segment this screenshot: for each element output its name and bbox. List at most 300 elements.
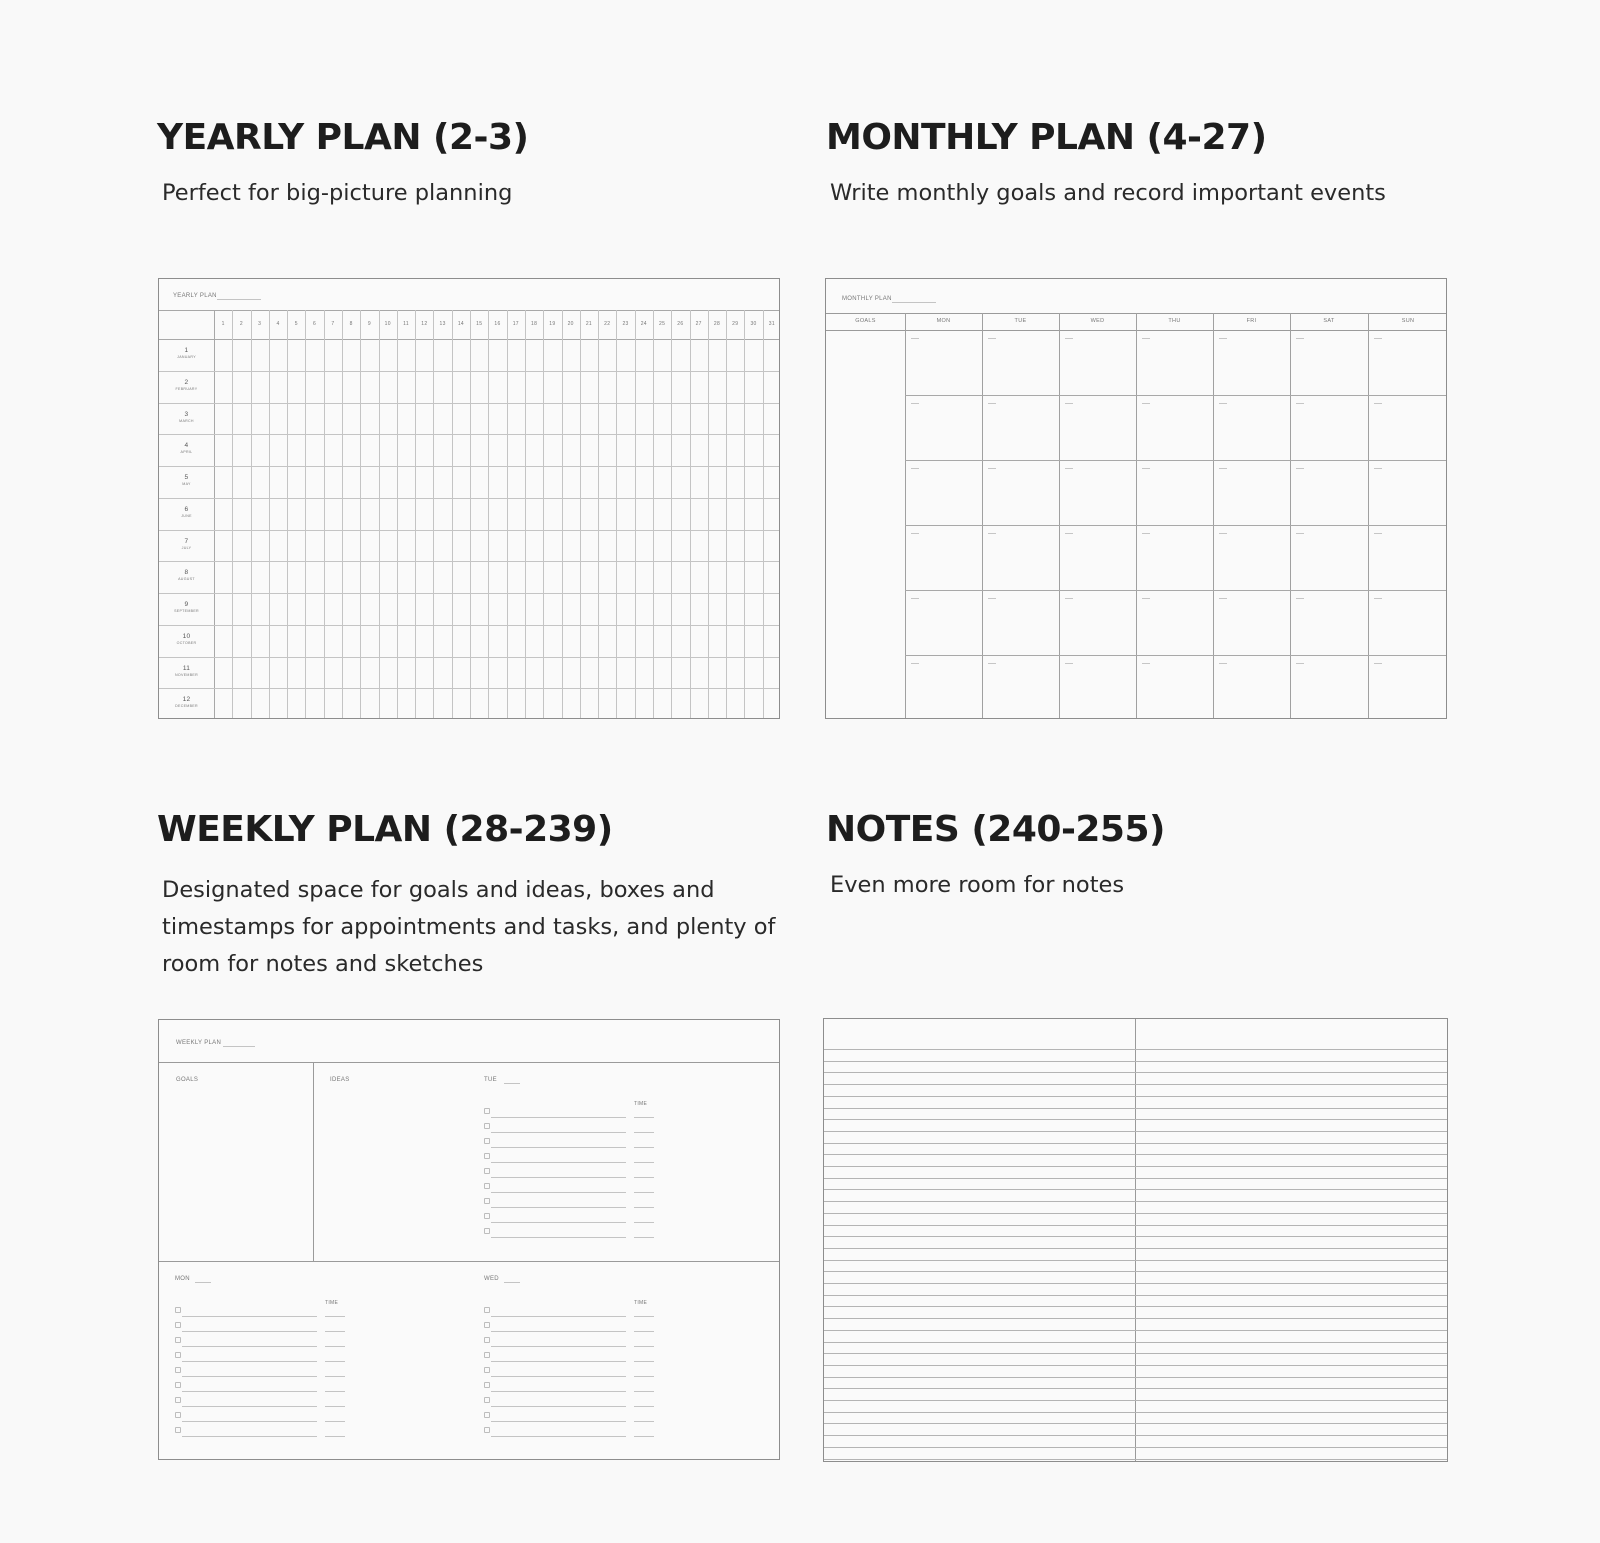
monthly-header-fill-line bbox=[892, 302, 936, 303]
weekly-time-label: TIME bbox=[325, 1300, 339, 1306]
monthly-date-placeholder bbox=[911, 598, 919, 599]
yearly-plan-title: YEARLY PLAN (2-3) bbox=[157, 117, 529, 158]
yearly-month-number: 1 bbox=[184, 347, 189, 354]
yearly-day-label: 2 bbox=[239, 321, 243, 327]
weekly-task-line bbox=[491, 1177, 626, 1178]
weekly-page-header: WEEKLY PLAN bbox=[176, 1040, 222, 1046]
weekly-task-checkbox bbox=[484, 1198, 490, 1204]
notes-left-ruled-line bbox=[824, 1049, 1135, 1050]
monthly-goals-label: GOALS bbox=[855, 318, 876, 324]
notes-left-ruled-line bbox=[824, 1318, 1135, 1319]
weekly-day-date-line bbox=[504, 1083, 520, 1084]
weekly-time-line bbox=[634, 1331, 654, 1332]
yearly-day-label: 19 bbox=[549, 321, 556, 327]
notes-right-ruled-line bbox=[1135, 1236, 1448, 1237]
yearly-day-label: 15 bbox=[476, 321, 483, 327]
weekly-task-line bbox=[491, 1361, 626, 1362]
notes-right-ruled-line bbox=[1135, 1306, 1448, 1307]
monthly-date-placeholder bbox=[988, 533, 996, 534]
notes-right-ruled-line bbox=[1135, 1400, 1448, 1401]
monthly-date-placeholder bbox=[911, 338, 919, 339]
yearly-day-label: 31 bbox=[768, 321, 775, 327]
yearly-plan-page bbox=[158, 278, 780, 719]
notes-left-ruled-line bbox=[824, 1084, 1135, 1085]
yearly-month-row-line bbox=[159, 688, 780, 689]
weekly-task-line bbox=[182, 1376, 317, 1377]
yearly-day-label: 8 bbox=[349, 321, 353, 327]
weekly-time-line bbox=[325, 1376, 345, 1377]
weekly-task-line bbox=[182, 1361, 317, 1362]
weekly-task-checkbox bbox=[175, 1397, 181, 1403]
yearly-month-row-line bbox=[159, 593, 780, 594]
weekly-time-line bbox=[325, 1331, 345, 1332]
weekly-task-checkbox bbox=[484, 1108, 490, 1114]
weekly-time-line bbox=[634, 1316, 654, 1317]
weekly-time-line bbox=[634, 1237, 654, 1238]
notes-left-ruled-line bbox=[824, 1213, 1135, 1214]
yearly-day-label: 29 bbox=[732, 321, 739, 327]
notes-right-ruled-line bbox=[1135, 1096, 1448, 1097]
notes-right-ruled-line bbox=[1135, 1049, 1448, 1050]
yearly-month-number: 3 bbox=[184, 410, 189, 418]
monthly-weekday-label: SAT bbox=[1323, 318, 1335, 324]
notes-left-ruled-line bbox=[824, 1306, 1135, 1307]
notes-left-ruled-line bbox=[824, 1108, 1135, 1109]
notes-left-ruled-line bbox=[824, 1459, 1135, 1460]
yearly-month-number: 12 bbox=[182, 696, 191, 704]
monthly-date-placeholder bbox=[911, 468, 919, 469]
notes-right-ruled-line bbox=[1135, 1353, 1448, 1354]
weekly-task-checkbox bbox=[175, 1337, 181, 1343]
notes-spine-line bbox=[1135, 1019, 1136, 1462]
monthly-date-placeholder bbox=[988, 598, 996, 599]
yearly-month-row-line bbox=[159, 371, 780, 372]
monthly-date-placeholder bbox=[1065, 468, 1073, 469]
weekly-task-line bbox=[182, 1346, 317, 1347]
notes-left-ruled-line bbox=[824, 1435, 1135, 1436]
yearly-day-label: 25 bbox=[659, 321, 666, 327]
monthly-week-row-line bbox=[905, 590, 1447, 591]
monthly-date-placeholder bbox=[1142, 338, 1150, 339]
yearly-month-number: 2 bbox=[184, 378, 189, 386]
weekly-task-checkbox bbox=[484, 1183, 490, 1189]
yearly-month-name: AUGUST bbox=[178, 577, 195, 582]
notes-left-ruled-line bbox=[824, 1271, 1135, 1272]
notes-left-ruled-line bbox=[824, 1178, 1135, 1179]
weekly-task-checkbox bbox=[484, 1138, 490, 1144]
weekly-task-line bbox=[491, 1346, 626, 1347]
yearly-day-label: 9 bbox=[367, 321, 371, 327]
monthly-date-placeholder bbox=[988, 663, 996, 664]
notes-left-ruled-line bbox=[824, 1096, 1135, 1097]
weekly-time-line bbox=[325, 1421, 345, 1422]
notes-right-ruled-line bbox=[1135, 1260, 1448, 1261]
notes-left-ruled-line bbox=[824, 1353, 1135, 1354]
weekly-ideas-label: IDEAS bbox=[330, 1077, 350, 1083]
notes-left-ruled-line bbox=[824, 1365, 1135, 1366]
notes-left-ruled-line bbox=[824, 1260, 1135, 1261]
monthly-date-placeholder bbox=[1142, 598, 1150, 599]
monthly-date-placeholder bbox=[1065, 598, 1073, 599]
notes-left-ruled-line bbox=[824, 1131, 1135, 1132]
weekly-task-checkbox bbox=[175, 1322, 181, 1328]
notes-left-ruled-line bbox=[824, 1248, 1135, 1249]
monthly-date-placeholder bbox=[1374, 403, 1382, 404]
notes-right-ruled-line bbox=[1135, 1154, 1448, 1155]
monthly-plan-page bbox=[825, 278, 1447, 719]
weekly-task-checkbox bbox=[484, 1123, 490, 1129]
notes-left-ruled-line bbox=[824, 1072, 1135, 1073]
notes-right-ruled-line bbox=[1135, 1213, 1448, 1214]
weekly-task-line bbox=[491, 1237, 626, 1238]
weekly-task-line bbox=[491, 1406, 626, 1407]
weekly-task-line bbox=[182, 1391, 317, 1392]
yearly-day-label: 23 bbox=[622, 321, 629, 327]
weekly-header-divider bbox=[159, 1062, 780, 1063]
weekly-task-line bbox=[491, 1132, 626, 1133]
yearly-day-label: 4 bbox=[276, 321, 280, 327]
yearly-month-name: DECEMBER bbox=[175, 704, 198, 709]
monthly-date-placeholder bbox=[1142, 533, 1150, 534]
weekly-task-checkbox bbox=[175, 1412, 181, 1418]
monthly-weekday-label: TUE bbox=[1014, 318, 1027, 324]
monthly-weekday-label: MON bbox=[936, 318, 951, 324]
weekly-time-line bbox=[634, 1147, 654, 1148]
notes-right-ruled-line bbox=[1135, 1435, 1448, 1436]
monthly-date-placeholder bbox=[1219, 533, 1227, 534]
monthly-date-placeholder bbox=[1142, 468, 1150, 469]
weekly-plan-title: WEEKLY PLAN (28-239) bbox=[157, 809, 613, 850]
weekly-time-line bbox=[634, 1346, 654, 1347]
monthly-date-placeholder bbox=[1296, 468, 1304, 469]
yearly-month-number: 7 bbox=[184, 537, 189, 545]
yearly-month-name: MARCH bbox=[179, 418, 194, 423]
notes-right-ruled-line bbox=[1135, 1365, 1448, 1366]
weekly-goals-ideas-divider bbox=[313, 1062, 314, 1261]
monthly-date-placeholder bbox=[911, 533, 919, 534]
yearly-month-number: 11 bbox=[182, 664, 191, 672]
weekly-time-line bbox=[634, 1177, 654, 1178]
yearly-day-label: 3 bbox=[258, 321, 262, 327]
monthly-date-placeholder bbox=[988, 403, 996, 404]
weekly-day-label: WED bbox=[484, 1276, 499, 1282]
monthly-date-placeholder bbox=[1219, 338, 1227, 339]
weekly-task-line bbox=[182, 1331, 317, 1332]
notes-left-ruled-line bbox=[824, 1201, 1135, 1202]
yearly-month-name: JANUARY bbox=[177, 355, 196, 359]
yearly-day-label: 14 bbox=[457, 321, 464, 327]
notes-right-ruled-line bbox=[1135, 1423, 1448, 1424]
yearly-month-name: JUNE bbox=[181, 513, 192, 518]
notes-right-ruled-line bbox=[1135, 1178, 1448, 1179]
weekly-time-line bbox=[634, 1222, 654, 1223]
yearly-day-label: 16 bbox=[494, 321, 501, 327]
notes-right-ruled-line bbox=[1135, 1388, 1448, 1389]
monthly-date-placeholder bbox=[1219, 663, 1227, 664]
weekly-task-line bbox=[491, 1117, 626, 1118]
monthly-date-placeholder bbox=[1374, 533, 1382, 534]
notes-right-ruled-line bbox=[1135, 1084, 1448, 1085]
notes-left-ruled-line bbox=[824, 1189, 1135, 1190]
monthly-date-placeholder bbox=[1065, 403, 1073, 404]
notes-right-ruled-line bbox=[1135, 1166, 1448, 1167]
yearly-day-label: 30 bbox=[750, 321, 757, 327]
monthly-column-line bbox=[1213, 313, 1214, 719]
weekly-plan-description: Designated space for goals and ideas, boxes and timestamps for appointments and tasks, and plenty of room for notes and sketches bbox=[162, 877, 776, 977]
weekly-plan-page bbox=[158, 1019, 780, 1460]
yearly-day-label: 24 bbox=[640, 321, 647, 327]
notes-left-ruled-line bbox=[824, 1119, 1135, 1120]
monthly-column-line bbox=[905, 313, 906, 719]
notes-right-ruled-line bbox=[1135, 1295, 1448, 1296]
weekly-day-label: MON bbox=[175, 1276, 190, 1282]
weekly-time-line bbox=[325, 1406, 345, 1407]
monthly-date-placeholder bbox=[988, 338, 996, 339]
monthly-date-placeholder bbox=[988, 468, 996, 469]
notes-right-ruled-line bbox=[1135, 1342, 1448, 1343]
monthly-date-placeholder bbox=[911, 663, 919, 664]
weekly-time-line bbox=[325, 1361, 345, 1362]
notes-right-ruled-line bbox=[1135, 1412, 1448, 1413]
weekly-time-line bbox=[634, 1421, 654, 1422]
weekly-task-checkbox bbox=[175, 1427, 181, 1433]
notes-left-ruled-line bbox=[824, 1330, 1135, 1331]
notes-right-ruled-line bbox=[1135, 1225, 1448, 1226]
notes-left-ruled-line bbox=[824, 1236, 1135, 1237]
monthly-weekday-label: FRI bbox=[1246, 318, 1257, 324]
weekly-time-line bbox=[634, 1207, 654, 1208]
notes-left-ruled-line bbox=[824, 1423, 1135, 1424]
weekly-header-fill-line bbox=[223, 1046, 255, 1047]
monthly-date-placeholder bbox=[1296, 598, 1304, 599]
weekly-task-line bbox=[491, 1207, 626, 1208]
yearly-header-fill-line bbox=[217, 299, 261, 300]
weekly-task-checkbox bbox=[484, 1307, 490, 1313]
monthly-date-placeholder bbox=[1142, 403, 1150, 404]
weekly-time-line bbox=[325, 1436, 345, 1437]
notes-left-ruled-line bbox=[824, 1388, 1135, 1389]
weekly-task-checkbox bbox=[175, 1382, 181, 1388]
yearly-month-name: JULY bbox=[181, 545, 192, 550]
notes-right-ruled-line bbox=[1135, 1248, 1448, 1249]
weekly-task-checkbox bbox=[484, 1322, 490, 1328]
notes-right-ruled-line bbox=[1135, 1119, 1448, 1120]
yearly-day-label: 10 bbox=[384, 321, 391, 327]
notes-right-ruled-line bbox=[1135, 1131, 1448, 1132]
weekly-time-line bbox=[634, 1376, 654, 1377]
yearly-day-label: 26 bbox=[677, 321, 684, 327]
monthly-date-placeholder bbox=[1219, 403, 1227, 404]
weekly-task-line bbox=[491, 1421, 626, 1422]
notes-left-ruled-line bbox=[824, 1166, 1135, 1167]
weekly-task-line bbox=[491, 1192, 626, 1193]
yearly-day-label: 6 bbox=[313, 321, 317, 327]
notes-right-ruled-line bbox=[1135, 1271, 1448, 1272]
yearly-month-name: SEPTEMBER bbox=[174, 609, 199, 613]
weekly-task-line bbox=[491, 1436, 626, 1437]
yearly-month-number: 5 bbox=[184, 474, 189, 481]
notes-right-ruled-line bbox=[1135, 1143, 1448, 1144]
weekly-task-line bbox=[182, 1406, 317, 1407]
notes-left-ruled-line bbox=[824, 1143, 1135, 1144]
yearly-month-name: FEBRUARY bbox=[175, 386, 198, 391]
monthly-week-row-line bbox=[905, 655, 1447, 656]
monthly-plan-title: MONTHLY PLAN (4-27) bbox=[826, 117, 1267, 158]
weekly-time-label: TIME bbox=[634, 1101, 648, 1107]
weekly-task-line bbox=[491, 1222, 626, 1223]
monthly-column-line bbox=[1136, 313, 1137, 719]
weekly-day-date-line bbox=[195, 1282, 211, 1283]
notes-left-ruled-line bbox=[824, 1377, 1135, 1378]
yearly-day-label: 5 bbox=[294, 321, 298, 327]
weekly-task-line bbox=[182, 1421, 317, 1422]
weekly-task-checkbox bbox=[484, 1168, 490, 1174]
monthly-date-placeholder bbox=[1296, 663, 1304, 664]
yearly-page-header: YEARLY PLAN bbox=[173, 293, 217, 299]
yearly-day-label: 27 bbox=[695, 321, 702, 327]
monthly-date-placeholder bbox=[1065, 338, 1073, 339]
notes-right-ruled-line bbox=[1135, 1061, 1448, 1062]
monthly-date-placeholder bbox=[1296, 403, 1304, 404]
weekly-task-checkbox bbox=[484, 1412, 490, 1418]
yearly-month-row-line bbox=[159, 403, 780, 404]
notes-page bbox=[823, 1018, 1448, 1462]
yearly-day-label: 11 bbox=[403, 321, 409, 327]
weekly-task-checkbox bbox=[484, 1397, 490, 1403]
notes-right-ruled-line bbox=[1135, 1201, 1448, 1202]
yearly-month-number: 6 bbox=[184, 505, 189, 513]
weekly-time-line bbox=[325, 1346, 345, 1347]
weekly-task-line bbox=[491, 1331, 626, 1332]
yearly-day-label: 22 bbox=[604, 321, 611, 327]
monthly-date-placeholder bbox=[1374, 663, 1382, 664]
weekly-task-checkbox bbox=[175, 1367, 181, 1373]
monthly-weekday-label: WED bbox=[1090, 318, 1105, 324]
weekly-task-checkbox bbox=[484, 1367, 490, 1373]
notes-left-ruled-line bbox=[824, 1061, 1135, 1062]
monthly-plan-description: Write monthly goals and record important events bbox=[830, 180, 1386, 206]
weekly-day-date-line bbox=[504, 1282, 520, 1283]
notes-right-ruled-line bbox=[1135, 1283, 1448, 1284]
monthly-column-line bbox=[1368, 313, 1369, 719]
weekly-time-line bbox=[634, 1391, 654, 1392]
weekly-task-checkbox bbox=[484, 1337, 490, 1343]
monthly-date-placeholder bbox=[1374, 338, 1382, 339]
weekly-task-checkbox bbox=[484, 1213, 490, 1219]
monthly-date-placeholder bbox=[1142, 663, 1150, 664]
notes-right-ruled-line bbox=[1135, 1459, 1448, 1460]
weekly-mid-divider bbox=[159, 1261, 780, 1262]
yearly-day-label: 1 bbox=[221, 321, 225, 327]
yearly-day-label: 21 bbox=[585, 321, 593, 327]
yearly-month-row-line bbox=[159, 625, 780, 626]
yearly-day-label: 17 bbox=[512, 321, 519, 327]
notes-right-ruled-line bbox=[1135, 1189, 1448, 1190]
weekly-task-checkbox bbox=[484, 1382, 490, 1388]
yearly-month-row-line bbox=[159, 434, 780, 435]
notes-left-ruled-line bbox=[824, 1295, 1135, 1296]
yearly-month-number: 4 bbox=[184, 442, 189, 450]
yearly-month-name: MAY bbox=[182, 482, 191, 486]
weekly-time-line bbox=[634, 1361, 654, 1362]
weekly-time-line bbox=[634, 1436, 654, 1437]
notes-title: NOTES (240-255) bbox=[826, 809, 1165, 850]
yearly-month-number: 8 bbox=[184, 569, 189, 577]
weekly-task-line bbox=[182, 1316, 317, 1317]
yearly-month-row-line bbox=[159, 530, 780, 531]
yearly-month-number: 10 bbox=[182, 632, 191, 640]
monthly-weekday-label: SUN bbox=[1401, 318, 1415, 324]
monthly-column-line bbox=[982, 313, 983, 719]
weekly-time-line bbox=[634, 1132, 654, 1133]
yearly-month-number: 9 bbox=[184, 601, 189, 608]
notes-right-ruled-line bbox=[1135, 1447, 1448, 1448]
yearly-day-label: 7 bbox=[331, 321, 335, 327]
monthly-date-placeholder bbox=[1065, 663, 1073, 664]
notes-left-ruled-line bbox=[824, 1225, 1135, 1226]
weekly-task-checkbox bbox=[484, 1352, 490, 1358]
notes-right-ruled-line bbox=[1135, 1330, 1448, 1331]
weekly-time-line bbox=[325, 1316, 345, 1317]
weekly-task-checkbox bbox=[484, 1427, 490, 1433]
yearly-day-label: 18 bbox=[530, 321, 538, 327]
notes-left-ruled-line bbox=[824, 1447, 1135, 1448]
weekly-time-label: TIME bbox=[634, 1300, 648, 1306]
weekly-time-line bbox=[325, 1391, 345, 1392]
weekly-task-checkbox bbox=[484, 1228, 490, 1234]
monthly-date-placeholder bbox=[1219, 468, 1227, 469]
monthly-week-row-line bbox=[905, 525, 1447, 526]
notes-right-ruled-line bbox=[1135, 1377, 1448, 1378]
weekly-task-checkbox bbox=[484, 1153, 490, 1159]
notes-right-ruled-line bbox=[1135, 1072, 1448, 1073]
weekly-time-line bbox=[634, 1406, 654, 1407]
yearly-month-name: APRIL bbox=[180, 450, 193, 455]
weekly-day-label: TUE bbox=[484, 1077, 497, 1083]
monthly-date-placeholder bbox=[1065, 533, 1073, 534]
monthly-week-row-line bbox=[905, 460, 1447, 461]
monthly-week-row-line bbox=[905, 395, 1447, 396]
monthly-date-placeholder bbox=[1296, 338, 1304, 339]
yearly-month-row-line bbox=[159, 657, 780, 658]
monthly-date-placeholder bbox=[1219, 598, 1227, 599]
yearly-day-label: 28 bbox=[713, 321, 721, 327]
weekly-task-checkbox bbox=[175, 1352, 181, 1358]
weekly-task-line bbox=[491, 1376, 626, 1377]
weekly-task-checkbox bbox=[175, 1307, 181, 1313]
yearly-month-row-line bbox=[159, 561, 780, 562]
notes-left-ruled-line bbox=[824, 1342, 1135, 1343]
monthly-column-line bbox=[1290, 313, 1291, 719]
monthly-date-placeholder bbox=[1374, 598, 1382, 599]
monthly-date-placeholder bbox=[911, 403, 919, 404]
weekly-task-line bbox=[182, 1436, 317, 1437]
notes-left-ruled-line bbox=[824, 1400, 1135, 1401]
notes-left-ruled-line bbox=[824, 1412, 1135, 1413]
notes-description: Even more room for notes bbox=[830, 872, 1125, 898]
weekly-time-line bbox=[634, 1162, 654, 1163]
notes-left-ruled-line bbox=[824, 1154, 1135, 1155]
weekly-task-line bbox=[491, 1147, 626, 1148]
monthly-date-placeholder bbox=[1374, 468, 1382, 469]
monthly-weekday-label: THU bbox=[1168, 318, 1181, 324]
monthly-page-header: MONTHLY PLAN bbox=[842, 296, 892, 302]
yearly-month-name: OCTOBER bbox=[176, 640, 197, 645]
yearly-day-label: 20 bbox=[567, 321, 574, 327]
weekly-time-line bbox=[634, 1117, 654, 1118]
weekly-time-line bbox=[634, 1192, 654, 1193]
yearly-day-label: 12 bbox=[421, 321, 428, 327]
